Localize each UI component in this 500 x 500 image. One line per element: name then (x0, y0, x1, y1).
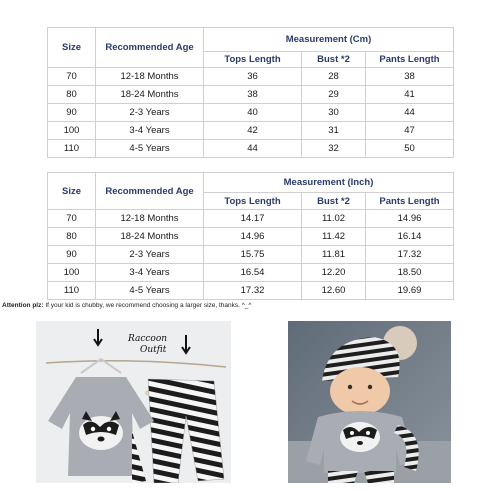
cell-age: 18-24 Months (96, 86, 204, 104)
table-row (48, 140, 454, 158)
cell-age: 2-3 Years (96, 246, 204, 264)
product-photo-toddler (288, 321, 451, 483)
cell-pants-length: 38 (366, 68, 454, 86)
size-table-inch (47, 172, 454, 300)
cell-bust: 29 (302, 86, 366, 104)
cell-bust: 31 (302, 122, 366, 140)
header-pants-length: Pants Length (366, 193, 454, 210)
cell-age: 3-4 Years (96, 122, 204, 140)
cell-tops-length: 14.96 (204, 228, 302, 246)
header-tops-length: Tops Length (204, 193, 302, 210)
cell-size: 80 (48, 228, 96, 246)
header-pants-length: Pants Length (366, 52, 454, 68)
cell-bust: 30 (302, 104, 366, 122)
cell-bust: 28 (302, 68, 366, 86)
attention-note (2, 302, 498, 309)
cell-size: 70 (48, 210, 96, 228)
cell-bust: 11.81 (302, 246, 366, 264)
cell-size: 70 (48, 68, 96, 86)
header-recommended-age: Recommended Age (96, 28, 204, 68)
cell-pants-length: 14.96 (366, 210, 454, 228)
cell-bust: 12.60 (302, 282, 366, 300)
size-table-cm (47, 27, 454, 158)
cell-age: 12-18 Months (96, 68, 204, 86)
outfit-flatlay-illustration (36, 321, 231, 483)
toddler-outfit-illustration (288, 321, 451, 483)
cell-age: 2-3 Years (96, 104, 204, 122)
attention-label: Attention plz: (2, 302, 44, 309)
cell-size: 100 (48, 122, 96, 140)
header-size: Size (48, 173, 96, 210)
table-row (48, 282, 454, 300)
table-row (48, 68, 454, 86)
cell-size: 110 (48, 282, 96, 300)
cell-tops-length: 14.17 (204, 210, 302, 228)
cell-tops-length: 16.54 (204, 264, 302, 282)
cell-pants-length: 50 (366, 140, 454, 158)
table-row (48, 246, 454, 264)
cell-size: 80 (48, 86, 96, 104)
cell-size: 90 (48, 246, 96, 264)
header-measurement: Measurement (Cm) (204, 28, 454, 52)
table-row (48, 228, 454, 246)
header-tops-length: Tops Length (204, 52, 302, 68)
table-row (48, 264, 454, 282)
cell-tops-length: 38 (204, 86, 302, 104)
sign-text-raccoon: Raccoon (128, 334, 168, 344)
cell-bust: 11.02 (302, 210, 366, 228)
cell-pants-length: 41 (366, 86, 454, 104)
cell-age: 18-24 Months (96, 228, 204, 246)
header-recommended-age: Recommended Age (96, 173, 204, 210)
cell-pants-length: 44 (366, 104, 454, 122)
cell-pants-length: 47 (366, 122, 454, 140)
product-photo-hanger (36, 321, 231, 483)
cell-age: 12-18 Months (96, 210, 204, 228)
cell-tops-length: 44 (204, 140, 302, 158)
cell-pants-length: 17.32 (366, 246, 454, 264)
attention-text: If your kid is chubby, we recommend choosing a larger size, thanks. ^_^ (43, 302, 252, 309)
cell-age: 4-5 Years (96, 282, 204, 300)
table-row (48, 86, 454, 104)
cell-age: 3-4 Years (96, 264, 204, 282)
cell-pants-length: 16.14 (366, 228, 454, 246)
table-row (48, 122, 454, 140)
cell-size: 90 (48, 104, 96, 122)
cell-pants-length: 18.50 (366, 264, 454, 282)
header-bust: Bust *2 (302, 193, 366, 210)
cell-tops-length: 15.75 (204, 246, 302, 264)
cell-bust: 11.42 (302, 228, 366, 246)
cell-bust: 32 (302, 140, 366, 158)
header-size: Size (48, 28, 96, 68)
cell-size: 100 (48, 264, 96, 282)
cell-bust: 12.20 (302, 264, 366, 282)
cell-tops-length: 17.32 (204, 282, 302, 300)
table-row (48, 210, 454, 228)
sign-text-outfit: Outfit (140, 345, 167, 355)
cell-tops-length: 40 (204, 104, 302, 122)
table-row (48, 104, 454, 122)
header-bust: Bust *2 (302, 52, 366, 68)
cell-size: 110 (48, 140, 96, 158)
header-measurement: Measurement (Inch) (204, 173, 454, 193)
cell-age: 4-5 Years (96, 140, 204, 158)
cell-tops-length: 42 (204, 122, 302, 140)
child-face (330, 367, 390, 415)
cell-pants-length: 19.69 (366, 282, 454, 300)
striped-leggings-icon (328, 471, 358, 483)
cell-tops-length: 36 (204, 68, 302, 86)
